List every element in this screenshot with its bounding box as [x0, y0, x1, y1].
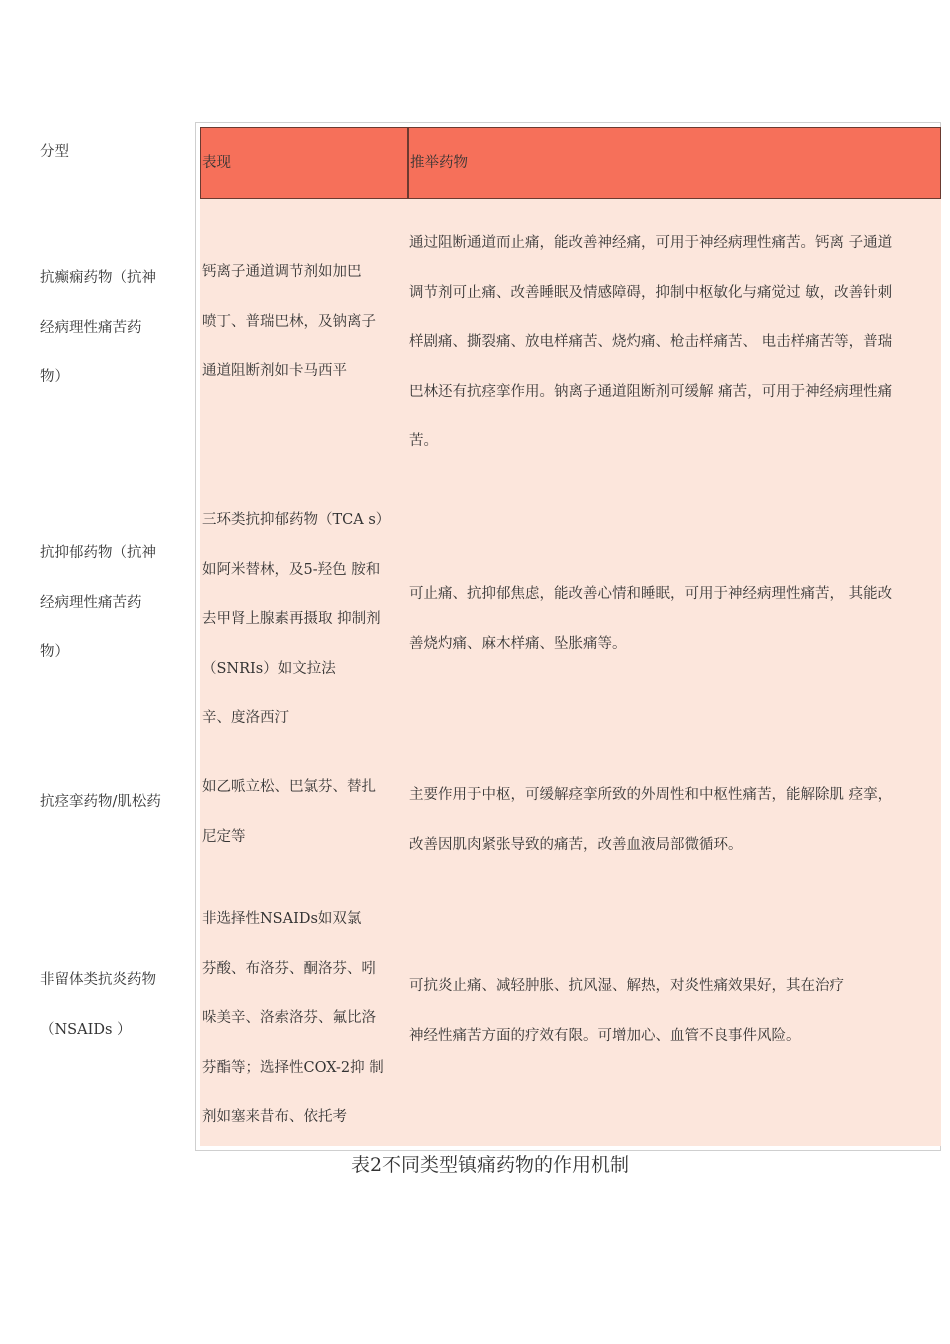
table-row-4-show: 非选择性NSAIDs如双氯 芬酸、布洛芬、酮洛芬、吲 哚美辛、洛索洛芬、氟比洛 芬酯等；选择性COX-2抑 制 剂如塞来昔布、依托考 — [202, 911, 384, 1125]
table-row-1-type: 抗癫痫药物（抗神 经病理性痛苦药 物） — [40, 270, 156, 385]
table-row-3-type: 抗痉挛药物/肌松药 — [40, 794, 161, 810]
header-cell-show — [200, 127, 408, 199]
table-row-2-drug: 可止痛、抗抑郁焦虑，能改善心情和睡眠，可用于神经病理性痛苦， 其能改 善烧灼痛、麻木样痛、坠胀痛等。 — [409, 586, 893, 652]
table-row-2-type: 抗抑郁药物（抗神 经病理性痛苦药 物） — [40, 545, 156, 660]
header-show-label: 表现 — [202, 155, 231, 171]
table-row-4-drug: 可抗炎止痛、减轻肿胀、抗风湿、解热，对炎性痛效果好，其在治疗 神经性痛苦方面的疗效有限。可增加心、血管不良事件风险。 — [409, 978, 844, 1044]
header-cell-drug — [408, 127, 941, 199]
table-row-3-drug: 主要作用于中枢，可缓解痉挛所致的外周性和中枢性痛苦，能解除肌 痉挛， 改善因肌肉紧张导致的痛苦，改善血液局部微循环。 — [409, 787, 893, 853]
table-row-1-drug: 通过阻断通道而止痛，能改善神经痛，可用于神经病理性痛苦。钙离 子通道 调节剂可止痛、改善睡眠及情感障碍，抑制中枢敏化与痛觉过 敏，改善针刺 样剧痛、撕裂痛、放电样痛苦、烧灼痛、枪击样痛苦、 电击样痛苦等，普瑞 巴林还有抗痉挛作用。钠离子通道阻断剂可缓解 痛苦，可用于神经病理性痛 苦。 — [409, 235, 893, 449]
table-row-4-type: 非留体类抗炎药物 （NSAIDs ） — [40, 972, 156, 1038]
table-row-3-show: 如乙哌立松、巴氯芬、替扎 尼定等 — [202, 779, 376, 845]
table-row-1-show: 钙离子通道调节剂如加巴 喷丁、普瑞巴林，及钠离子 通道阻断剂如卡马西平 — [202, 264, 376, 379]
table-row-2-show: 三环类抗抑郁药物（TCA s） 如阿米替林，及5-羟色 胺和 去甲肾上腺素再摄取 抑制剂 （SNRIs）如文拉法 辛、度洛西汀 — [202, 512, 391, 726]
header-type-label: 分型 — [40, 144, 69, 160]
table-caption: 表2不同类型镇痛药物的作用机制 — [350, 1154, 630, 1176]
header-drug-label: 推举药物 — [410, 155, 468, 171]
